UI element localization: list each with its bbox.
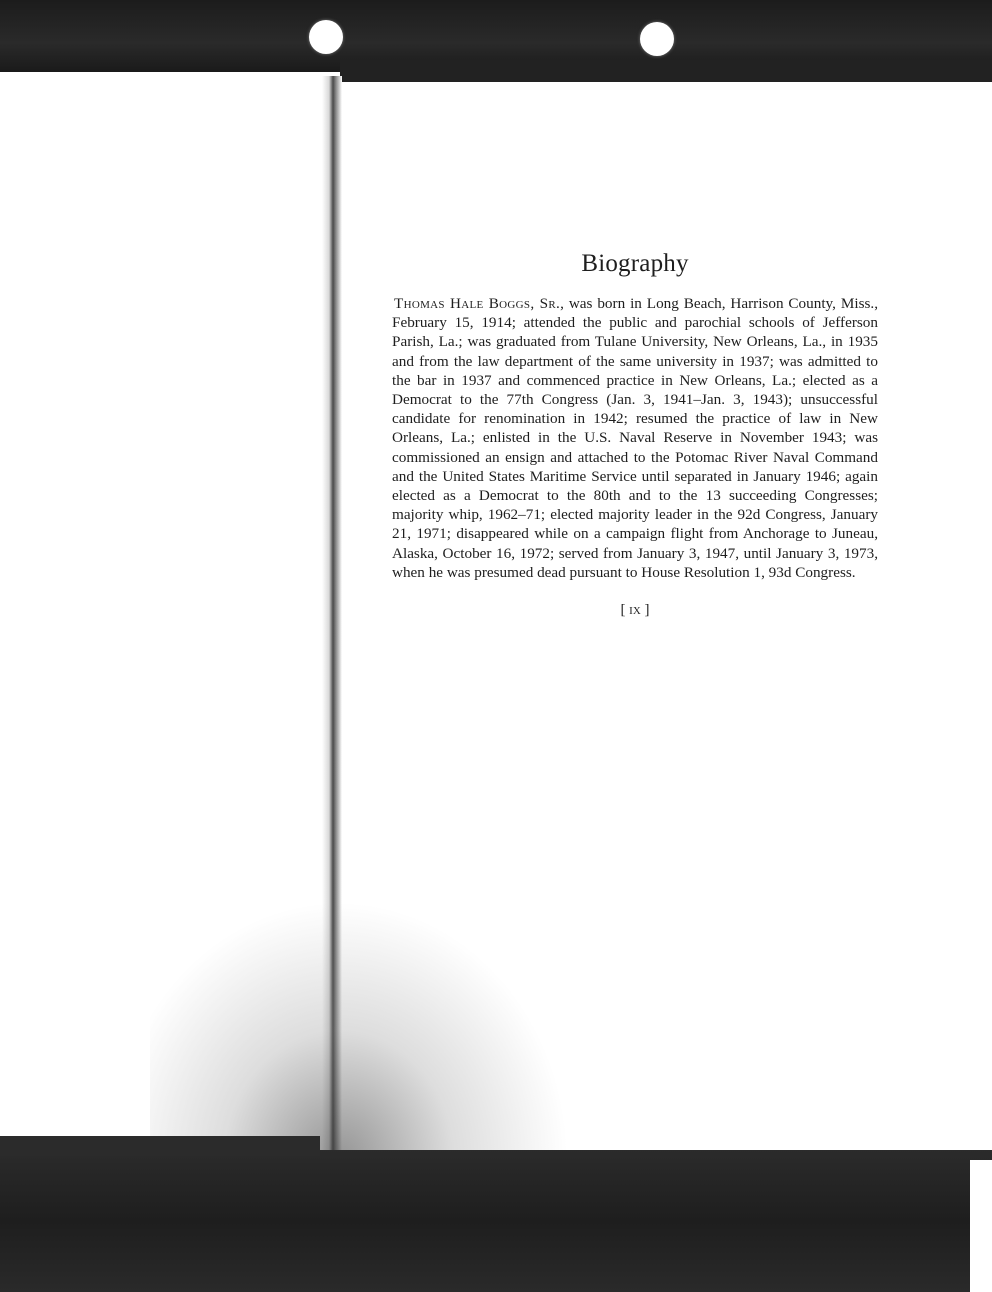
scanner-bottom-edge (0, 1150, 992, 1292)
subject-name: Thomas Hale Boggs, Sr. (394, 295, 561, 312)
page-shadow (150, 900, 570, 1160)
biography-paragraph (392, 294, 878, 582)
page-title: Biography (581, 250, 689, 277)
scanner-bottom-lip (0, 1136, 320, 1156)
right-text-page (392, 250, 878, 619)
page-number: [ ix ] (620, 602, 650, 619)
scanner-shelf (340, 60, 992, 82)
scanner-top-edge (0, 0, 992, 72)
biography-text: , was born in Long Beach, Harrison County, Miss., February 15, 1914; attended the public and parochial schools of Jefferson Parish, La.; was graduated from Tulane University, New Orleans, La., in 1935 and from the law department of the same university in 1937; was admitted to the bar in 1937 and commenced practice in New Orleans, La.; elected as a Democrat to the 77th Congress (Jan. 3, 1941–Jan. 3, 1943); unsuccessful candidate for renomination in 1942; resumed the practice of law in New Orleans, La.; enlisted in the U.S. Naval Reserve in November 1943; was commissioned an ensign and attached to the Potomac River Naval Command and the United States Maritime Service until separated in January 1946; again elected as a Democrat to the 80th and to the 13 succeeding Congresses; majority whip, 1962–71; elected majority leader in the 92d Congress, January 21, 1971; disappeared while on a campaign flight from Anchorage to Juneau, Alaska, October 16, 1972; served from January 3, 1947, until January 3, 1973, when he was presumed dead pursuant to House Resolution 1, 93d Congress. (392, 295, 879, 581)
punch-hole-left (309, 20, 343, 54)
scanner-bottom-gap (970, 1160, 992, 1292)
punch-hole-right (640, 22, 674, 56)
